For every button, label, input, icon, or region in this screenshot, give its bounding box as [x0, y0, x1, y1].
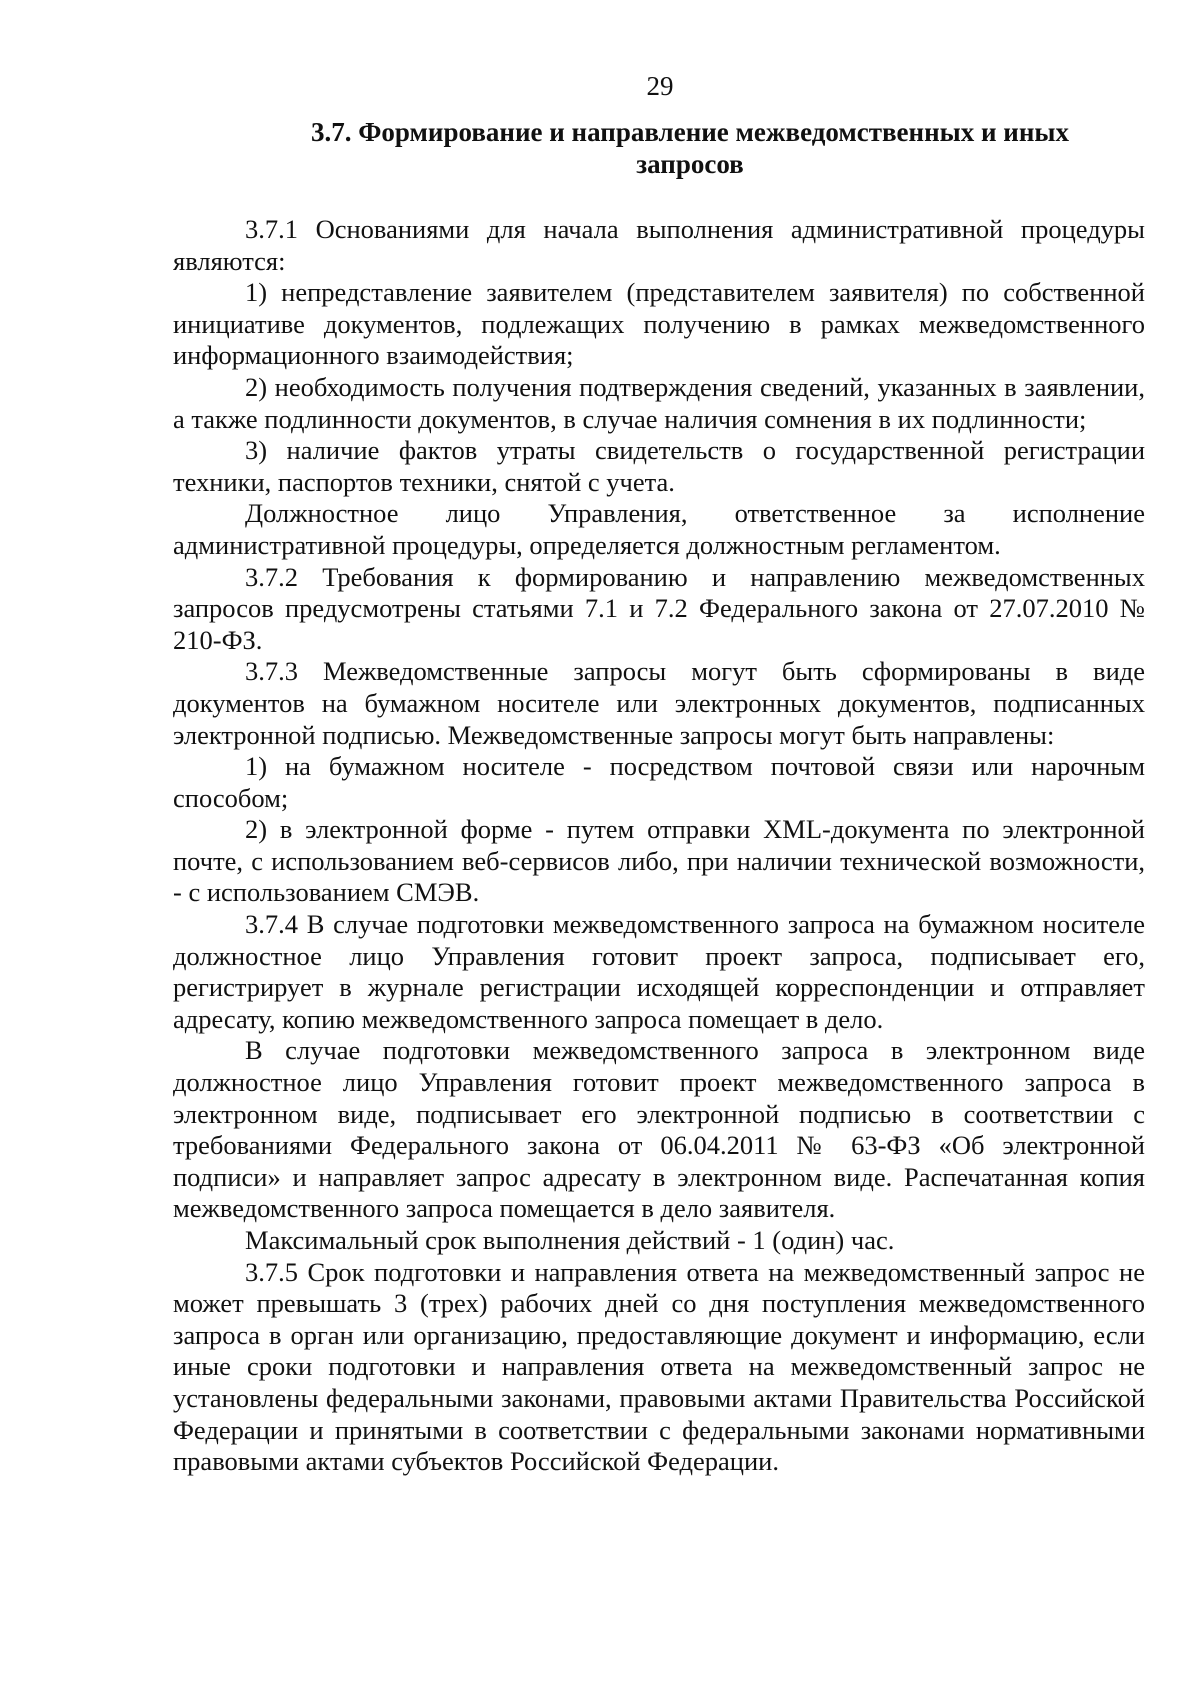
paragraph-item-2: 2) необходимость получения подтверждения сведений, указанных в заявлении, а также подлинности документов, в случае наличия сомнения в их подлинности; — [173, 371, 1145, 434]
paragraph-3-7-5: 3.7.5 Срок подготовки и направления ответа на межведомственный запрос не может превышать 3 (трех) рабочих дней со дня поступления межведомственного запроса в орган или организацию, предоставляющие документ и информацию, если иные сроки подготовки и направления ответа на межведомственный запрос не установлены федеральными законами, правовыми актами Правительства Российской Федерации и принятыми в соответствии с федеральными законами нормативными правовыми актами субъектов Российской Федерации. — [173, 1256, 1145, 1477]
page-number: 29 — [646, 71, 674, 101]
paragraph-3-7-2: 3.7.2 Требования к формированию и направлению межведомственных запросов предусмотрены статьями 7.1 и 7.2 Федерального закона от 27.07.2010 № 210-ФЗ. — [173, 561, 1145, 655]
body-text — [173, 214, 1145, 1478]
paragraph-3-7-4: 3.7.4 В случае подготовки межведомственного запроса на бумажном носителе должностное лицо Управления готовит проект запроса, подписывает его, регистрирует в журнале регистрации исходящей корреспонденции и отправляет адресату, копию межведомственного запроса помещает в дело. — [173, 909, 1145, 1034]
paragraph-item-1: 1) непредставление заявителем (представителем заявителя) по собственной инициативе документов, подлежащих получению в рамках межведомственного информационного взаимодействия; — [173, 277, 1145, 371]
paragraph-3-7-1: 3.7.1 Основаниями для начала выполнения административной процедуры являются: — [173, 214, 1145, 276]
paragraph-paper-method: 1) на бумажном носителе - посредством почтовой связи или нарочным способом; — [173, 751, 1145, 813]
paragraph-max-time: Максимальный срок выполнения действий - 1 (один) час. — [245, 1225, 895, 1255]
section-heading-line-2: запросов — [636, 149, 744, 179]
paragraph-electronic-request: В случае подготовки межведомственного запроса в электронном виде должностное лицо Управления готовит проект межведомственного запроса в электронном виде, подписывает его электронной подписью в соответствии с требованиями Федерального закона от 06.04.2011 № 63-ФЗ «Об электронной подписи» и направляет запрос адресату в электронном виде. Распечатанная копия межведомственного запроса помещается в дело заявителя. — [173, 1035, 1145, 1224]
section-heading — [240, 116, 1140, 180]
paragraph-3-7-3: 3.7.3 Межведомственные запросы могут быть сформированы в виде документов на бумажном носителе или электронных документов, подписанных электронной подписью. Межведомственные запросы могут быть направлены: — [173, 656, 1145, 750]
paragraph-electronic-method: 2) в электронной форме - путем отправки XML-документа по электронной почте, с использованием веб-сервисов либо, при наличии технической возможности, - с использованием СМЭВ. — [173, 814, 1145, 908]
paragraph-item-3: 3) наличие фактов утраты свидетельств о государственной регистрации техники, паспортов техники, снятой с учета. — [173, 435, 1145, 497]
section-heading-line-1: 3.7. Формирование и направление межведомственных и иных — [310, 117, 1069, 147]
paragraph-responsible-official: Должностное лицо Управления, ответственное за исполнение административной процедуры, определяется должностным регламентом. — [173, 498, 1145, 560]
